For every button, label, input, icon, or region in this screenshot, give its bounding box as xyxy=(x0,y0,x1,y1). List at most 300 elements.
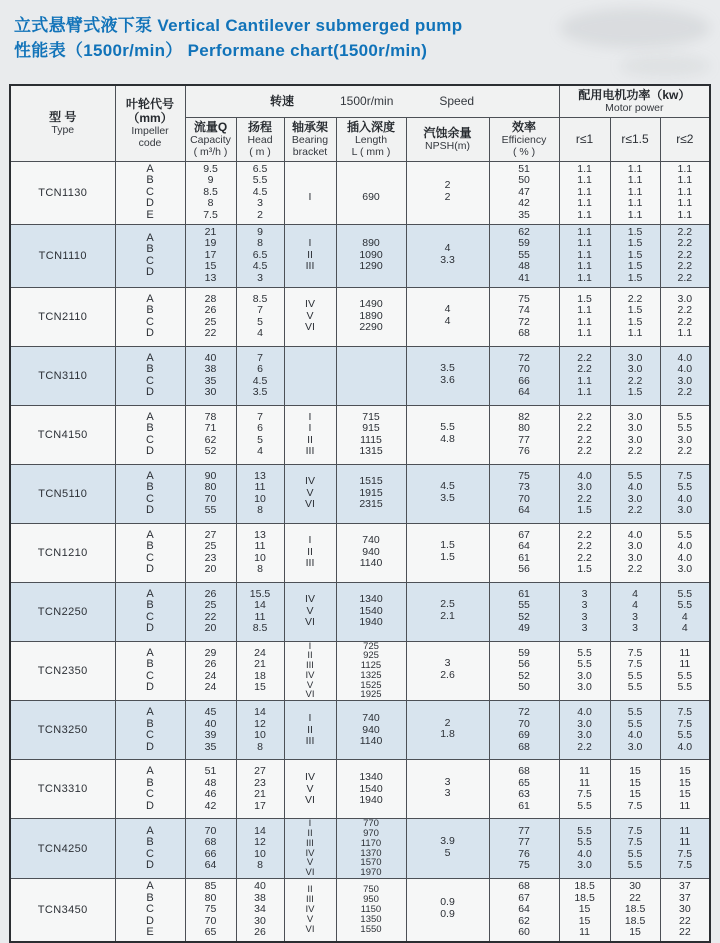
motor-r1-value: 2.2 xyxy=(577,540,592,552)
motor-r2-value: 5.5 xyxy=(677,528,693,541)
motor-r1-value: 18.5 xyxy=(574,880,595,893)
table-header xyxy=(10,85,710,161)
bearing-bracket-value: I xyxy=(308,410,312,423)
motor-r1-value: 1.1 xyxy=(577,185,592,198)
header-bearing-line: bracket xyxy=(292,146,328,158)
insert-length-value: 1115 xyxy=(360,433,382,446)
npsh-value: 0.9 xyxy=(440,907,455,920)
motor-r15-value: 3 xyxy=(632,610,638,623)
head-value: 13 xyxy=(254,469,266,482)
efficiency-value: 70 xyxy=(518,492,530,505)
insert-length-value: 725 xyxy=(363,640,379,652)
insert-length-value: 1890 xyxy=(359,309,383,322)
capacity-cell xyxy=(185,641,236,701)
insert-length-value: 715 xyxy=(362,410,380,423)
npsh-cell xyxy=(406,760,489,819)
efficiency-cell xyxy=(489,582,559,641)
pump-type-cell xyxy=(10,641,115,701)
motor-r15-cell xyxy=(610,464,660,523)
insert-length-value: 940 xyxy=(362,545,380,558)
pump-type-label: TCN1130 xyxy=(38,186,88,199)
insert-length-cell xyxy=(336,405,406,464)
bearing-bracket-value: VI xyxy=(305,923,315,935)
head-value: 12 xyxy=(254,836,266,849)
capacity-value: 80 xyxy=(204,481,217,493)
insert-length-value: 1940 xyxy=(359,794,383,807)
impeller-code-value: C xyxy=(146,788,154,801)
motor-r2-cell xyxy=(660,701,710,760)
insert-length-value: 1915 xyxy=(359,486,383,499)
efficiency-value: 61 xyxy=(518,587,530,600)
head-cell xyxy=(236,523,284,582)
npsh-value: 3 xyxy=(444,775,451,788)
npsh-cell xyxy=(406,224,489,287)
motor-r15-value: 1.1 xyxy=(627,327,643,339)
pump-type-label: TCN3250 xyxy=(37,724,88,737)
npsh-value: 2.1 xyxy=(440,609,455,622)
insert-length-cell xyxy=(336,346,406,405)
insert-length-cell xyxy=(336,287,406,346)
npsh-value: 1.8 xyxy=(440,728,455,741)
insert-length-value: 925 xyxy=(363,650,379,662)
efficiency-value: 72 xyxy=(518,315,530,328)
motor-r15-value: 3.0 xyxy=(627,433,643,446)
bearing-bracket-value: III xyxy=(306,894,314,906)
impeller-code-value: B xyxy=(146,174,154,187)
head-value: 5.5 xyxy=(252,174,268,187)
capacity-value: 22 xyxy=(204,610,217,623)
impeller-code-cell xyxy=(115,161,185,224)
bearing-bracket-value: VI xyxy=(305,616,315,629)
capacity-value: 23 xyxy=(204,551,217,564)
capacity-value: 30 xyxy=(204,386,217,398)
efficiency-value: 66 xyxy=(518,374,530,387)
motor-r1-value: 3.0 xyxy=(577,729,592,742)
efficiency-value: 76 xyxy=(518,445,530,457)
head-value: 14 xyxy=(254,706,266,719)
motor-r15-value: 5.5 xyxy=(627,469,643,482)
motor-r1-value: 15 xyxy=(578,914,591,927)
motor-r15-value: 3.0 xyxy=(627,740,643,753)
insert-length-value: 1525 xyxy=(360,679,382,691)
motor-r1-value: 1.1 xyxy=(577,208,592,221)
head-value: 8 xyxy=(257,859,263,872)
efficiency-value: 74 xyxy=(518,304,530,316)
motor-r1-value: 2.2 xyxy=(577,551,592,564)
npsh-value: 2 xyxy=(444,190,451,203)
motor-r2-value: 5.5 xyxy=(677,681,693,694)
capacity-value: 40 xyxy=(204,717,217,730)
efficiency-value: 55 xyxy=(518,599,530,611)
motor-r1-cell xyxy=(559,224,610,287)
bearing-bracket-value: I xyxy=(308,712,312,725)
efficiency-value: 52 xyxy=(518,669,530,682)
header-efficiency-line: ( % ) xyxy=(512,146,536,158)
motor-r2-value: 1.1 xyxy=(677,327,693,339)
bearing-bracket-cell xyxy=(284,161,336,224)
motor-r1-value: 4.0 xyxy=(577,706,592,719)
motor-r15-value: 1.5 xyxy=(627,315,643,328)
head-value: 4 xyxy=(257,445,263,457)
capacity-cell xyxy=(185,161,236,224)
impeller-code-cell xyxy=(115,701,185,760)
table-row-tcn1210 xyxy=(10,523,710,582)
impeller-code-value: C xyxy=(146,185,154,198)
efficiency-cell xyxy=(489,701,559,760)
head-value: 17 xyxy=(254,799,266,812)
motor-r2-cell xyxy=(660,224,710,287)
npsh-value: 3.9 xyxy=(440,835,455,848)
insert-length-value: 1490 xyxy=(359,298,383,311)
efficiency-cell xyxy=(489,819,559,879)
impeller-code-value: D xyxy=(146,504,154,516)
efficiency-value: 67 xyxy=(518,528,530,541)
impeller-code-value: A xyxy=(146,706,154,719)
motor-r2-value: 15 xyxy=(678,776,691,789)
efficiency-value: 64 xyxy=(518,504,530,516)
bearing-bracket-cell xyxy=(284,879,336,942)
head-value: 8 xyxy=(257,740,263,753)
motor-r1-value: 2.2 xyxy=(577,445,592,457)
pump-type-cell xyxy=(10,287,115,346)
bearing-bracket-value: II xyxy=(307,723,313,736)
npsh-value: 3.5 xyxy=(440,491,455,504)
page-title-line1: 立式悬臂式液下泵 Vertical Cantilever submerged pump xyxy=(14,16,463,35)
impeller-code-cell xyxy=(115,760,185,819)
capacity-value: 45 xyxy=(204,706,217,719)
bearing-bracket-value: VI xyxy=(305,689,315,701)
capacity-cell xyxy=(185,287,236,346)
efficiency-value: 64 xyxy=(518,386,530,398)
motor-r15-value: 3 xyxy=(632,622,638,634)
insert-length-value: 1550 xyxy=(360,923,382,935)
capacity-value: 39 xyxy=(204,729,217,742)
header-efficiency xyxy=(489,117,559,161)
capacity-cell xyxy=(185,582,236,641)
motor-r2-value: 7.5 xyxy=(677,706,693,719)
capacity-value: 70 xyxy=(204,492,217,505)
bearing-bracket-value: V xyxy=(306,486,314,499)
head-value: 5 xyxy=(257,315,263,328)
capacity-value: 21 xyxy=(204,225,217,238)
efficiency-value: 50 xyxy=(518,174,530,187)
bearing-bracket-cell xyxy=(284,523,336,582)
table-row-tcn3250 xyxy=(10,701,710,760)
npsh-cell xyxy=(406,879,489,942)
bearing-bracket-value: III xyxy=(305,735,315,748)
head-value: 8 xyxy=(257,563,263,575)
capacity-value: 26 xyxy=(204,587,217,600)
motor-r1-value: 1.1 xyxy=(577,237,592,250)
npsh-value: 3.3 xyxy=(440,253,455,266)
header-efficiency-line: 效率 xyxy=(512,120,537,134)
pump-type-cell xyxy=(10,161,115,224)
motor-r1-value: 3.0 xyxy=(577,859,592,872)
efficiency-cell xyxy=(489,879,559,942)
capacity-cell xyxy=(185,346,236,405)
motor-r2-value: 3.0 xyxy=(677,433,693,446)
head-value: 6.5 xyxy=(252,248,268,261)
header-motor-cn: 配用电机功率（kw） xyxy=(578,88,691,103)
head-value: 10 xyxy=(254,729,266,742)
insert-length-value: 1140 xyxy=(359,735,383,748)
efficiency-value: 47 xyxy=(518,185,530,198)
impeller-code-value: C xyxy=(146,610,154,623)
motor-r1-value: 1.1 xyxy=(577,271,592,284)
pump-type-label: TCN5110 xyxy=(38,487,88,500)
impeller-code-value: A xyxy=(146,528,154,541)
head-value: 3 xyxy=(257,197,263,210)
motor-r2-value: 2.2 xyxy=(677,315,693,328)
head-cell xyxy=(236,346,284,405)
header-head-line: 扬程 xyxy=(247,120,272,134)
insert-length-value: 1340 xyxy=(359,771,383,784)
impeller-code-value: D xyxy=(146,799,154,812)
motor-r1-cell xyxy=(559,523,610,582)
pump-performance-table xyxy=(9,84,711,943)
impeller-code-value: D xyxy=(146,197,154,210)
impeller-code-cell xyxy=(115,819,185,879)
motor-r2-cell xyxy=(660,161,710,224)
motor-r1-value: 1.1 xyxy=(577,315,592,328)
insert-length-value: 1325 xyxy=(360,669,382,681)
motor-r1-value: 1.5 xyxy=(577,504,592,516)
motor-r2-value: 4.0 xyxy=(677,551,693,564)
head-value: 11 xyxy=(254,540,266,552)
motor-r15-value: 22 xyxy=(629,891,641,904)
header-impeller-code xyxy=(115,85,185,161)
motor-r2-value: 7.5 xyxy=(677,859,693,872)
motor-r15-cell xyxy=(610,760,660,819)
motor-r1-cell xyxy=(559,701,610,760)
bearing-bracket-value: IV xyxy=(305,475,315,488)
motor-r2-value: 5.5 xyxy=(677,599,693,611)
efficiency-value: 59 xyxy=(518,237,530,250)
impeller-code-value: A xyxy=(146,765,154,778)
efficiency-value: 77 xyxy=(518,836,530,849)
efficiency-value: 63 xyxy=(518,788,530,801)
motor-r2-value: 30 xyxy=(678,903,691,916)
insert-length-value: 940 xyxy=(362,723,380,736)
npsh-value: 3.5 xyxy=(440,362,455,374)
efficiency-value: 75 xyxy=(518,469,530,482)
efficiency-value: 56 xyxy=(518,658,530,671)
motor-r2-cell xyxy=(660,346,710,405)
capacity-cell xyxy=(185,760,236,819)
header-speed-group xyxy=(185,85,559,117)
bearing-bracket-value: III xyxy=(306,660,314,672)
impeller-code-value: B xyxy=(146,243,154,255)
table-row-tcn2350 xyxy=(10,641,710,701)
head-value: 14 xyxy=(254,599,266,611)
impeller-code-cell xyxy=(115,641,185,701)
head-value: 15 xyxy=(254,681,266,694)
head-value: 10 xyxy=(254,551,266,564)
motor-r2-value: 2.2 xyxy=(677,225,693,238)
bearing-bracket-value: II xyxy=(307,828,313,840)
insert-length-cell xyxy=(336,161,406,224)
motor-r15-value: 5.5 xyxy=(627,859,643,872)
motor-r2-value: 11 xyxy=(679,799,691,812)
table-row-tcn4250 xyxy=(10,819,710,879)
capacity-cell xyxy=(185,224,236,287)
insert-length-value: 1150 xyxy=(360,903,382,915)
motor-r1-cell xyxy=(559,405,610,464)
motor-r2-value: 11 xyxy=(679,646,691,659)
insert-length-value: 1925 xyxy=(360,689,382,701)
capacity-value: 52 xyxy=(204,445,217,457)
capacity-value: 46 xyxy=(204,788,217,801)
motor-r15-value: 3.0 xyxy=(627,551,643,564)
scan-artifact xyxy=(560,8,710,48)
impeller-code-value: C xyxy=(146,847,154,860)
motor-r2-value: 1.1 xyxy=(677,208,693,221)
motor-r15-cell xyxy=(610,641,660,701)
table-row-tcn4150 xyxy=(10,405,710,464)
head-value: 2 xyxy=(257,208,263,221)
capacity-value: 26 xyxy=(204,658,217,671)
motor-r2-value: 3.0 xyxy=(677,374,693,387)
impeller-code-value: C xyxy=(146,669,154,682)
insert-length-value: 1315 xyxy=(359,445,383,457)
motor-r2-cell xyxy=(660,760,710,819)
motor-r2-value: 3.0 xyxy=(677,292,693,305)
motor-r15-value: 7.5 xyxy=(627,658,643,671)
capacity-value: 35 xyxy=(204,740,217,753)
efficiency-value: 69 xyxy=(518,729,530,742)
insert-length-value: 970 xyxy=(363,828,379,840)
head-value: 18 xyxy=(254,669,266,682)
efficiency-value: 68 xyxy=(518,765,530,778)
npsh-value: 3 xyxy=(444,787,451,800)
motor-r2-value: 5.5 xyxy=(677,422,693,434)
capacity-value: 26 xyxy=(204,304,217,316)
insert-length-value: 2290 xyxy=(359,321,383,334)
motor-r15-value: 5.5 xyxy=(627,706,643,719)
head-value: 8.5 xyxy=(252,292,268,305)
motor-r15-cell xyxy=(610,582,660,641)
motor-r1-value: 1.1 xyxy=(577,197,592,210)
impeller-code-value: E xyxy=(146,208,154,221)
motor-r1-value: 15 xyxy=(578,903,591,916)
head-value: 26 xyxy=(254,926,266,939)
header-motor-r1-label: r≤1 xyxy=(575,132,594,146)
insert-length-cell xyxy=(336,224,406,287)
head-value: 3.5 xyxy=(252,386,268,398)
motor-r2-value: 4.0 xyxy=(677,351,693,364)
npsh-cell xyxy=(406,641,489,701)
npsh-cell xyxy=(406,523,489,582)
bearing-bracket-value: III xyxy=(306,837,314,849)
motor-r1-value: 11 xyxy=(579,926,591,939)
header-bearing-line: Bearing xyxy=(291,134,329,146)
capacity-value: 35 xyxy=(204,374,217,387)
efficiency-value: 68 xyxy=(518,327,530,339)
npsh-value: 1.5 xyxy=(440,539,455,551)
motor-r1-value: 3.0 xyxy=(577,481,592,493)
motor-r15-cell xyxy=(610,287,660,346)
pump-type-cell xyxy=(10,405,115,464)
head-cell xyxy=(236,464,284,523)
motor-r1-value: 2.2 xyxy=(577,740,592,753)
motor-r2-value: 11 xyxy=(679,824,691,837)
header-motor-r2 xyxy=(660,117,710,161)
impeller-code-value: A xyxy=(146,880,154,893)
capacity-value: 8 xyxy=(207,197,214,210)
bearing-bracket-cell xyxy=(284,819,336,879)
head-value: 21 xyxy=(254,788,266,801)
motor-r15-cell xyxy=(610,405,660,464)
header-impeller-line: code xyxy=(138,137,162,150)
efficiency-value: 76 xyxy=(518,847,530,860)
efficiency-value: 50 xyxy=(518,681,530,694)
motor-r1-value: 1.1 xyxy=(577,174,592,187)
impeller-code-value: B xyxy=(146,599,154,611)
impeller-code-value: A xyxy=(146,587,154,600)
table-row-tcn5110 xyxy=(10,464,710,523)
header-bearing-line: 轴承架 xyxy=(291,120,328,134)
pump-type-label: TCN3110 xyxy=(38,369,88,382)
bearing-bracket-value: II xyxy=(307,650,313,662)
bearing-bracket-cell xyxy=(284,582,336,641)
motor-r2-value: 1.1 xyxy=(677,162,693,175)
head-cell xyxy=(236,819,284,879)
bearing-bracket-cell xyxy=(284,464,336,523)
header-speed-cn: 转速 xyxy=(269,94,294,109)
bearing-bracket-value: V xyxy=(306,857,314,869)
head-value: 7 xyxy=(257,410,263,423)
motor-r2-value: 4.0 xyxy=(677,492,693,505)
head-cell xyxy=(236,582,284,641)
motor-r1-value: 2.2 xyxy=(577,433,592,446)
motor-r1-cell xyxy=(559,819,610,879)
motor-r2-cell xyxy=(660,523,710,582)
motor-r15-cell xyxy=(610,819,660,879)
head-value: 11 xyxy=(254,481,266,493)
impeller-code-value: D xyxy=(146,622,154,634)
capacity-value: 19 xyxy=(204,237,217,250)
head-value: 8 xyxy=(257,504,263,516)
impeller-code-value: B xyxy=(146,836,154,849)
motor-r1-cell xyxy=(559,464,610,523)
motor-r1-value: 11 xyxy=(579,776,591,789)
motor-r15-value: 3.0 xyxy=(627,422,643,434)
motor-r1-cell xyxy=(559,582,610,641)
insert-length-cell xyxy=(336,464,406,523)
impeller-code-value: C xyxy=(146,729,154,742)
header-impeller-line: 叶轮代号 xyxy=(125,97,174,112)
impeller-code-value: B xyxy=(146,304,154,316)
bearing-bracket-value: I xyxy=(308,534,312,547)
motor-r2-value: 2.2 xyxy=(677,237,693,250)
impeller-code-value: C xyxy=(146,374,154,387)
motor-r1-value: 5.5 xyxy=(577,658,592,671)
bearing-bracket-value: II xyxy=(307,884,313,896)
motor-r2-cell xyxy=(660,287,710,346)
motor-r1-value: 4.0 xyxy=(577,847,592,860)
bearing-bracket-value: IV xyxy=(305,593,315,606)
efficiency-cell xyxy=(489,760,559,819)
pump-type-cell xyxy=(10,523,115,582)
motor-r15-value: 4 xyxy=(632,599,638,611)
npsh-cell xyxy=(406,819,489,879)
impeller-code-value: B xyxy=(146,891,154,904)
impeller-code-value: D xyxy=(146,327,154,339)
efficiency-cell xyxy=(489,161,559,224)
head-value: 6.5 xyxy=(252,162,268,175)
bearing-bracket-value: VI xyxy=(305,794,315,807)
pump-type-label: TCN2250 xyxy=(37,605,88,618)
